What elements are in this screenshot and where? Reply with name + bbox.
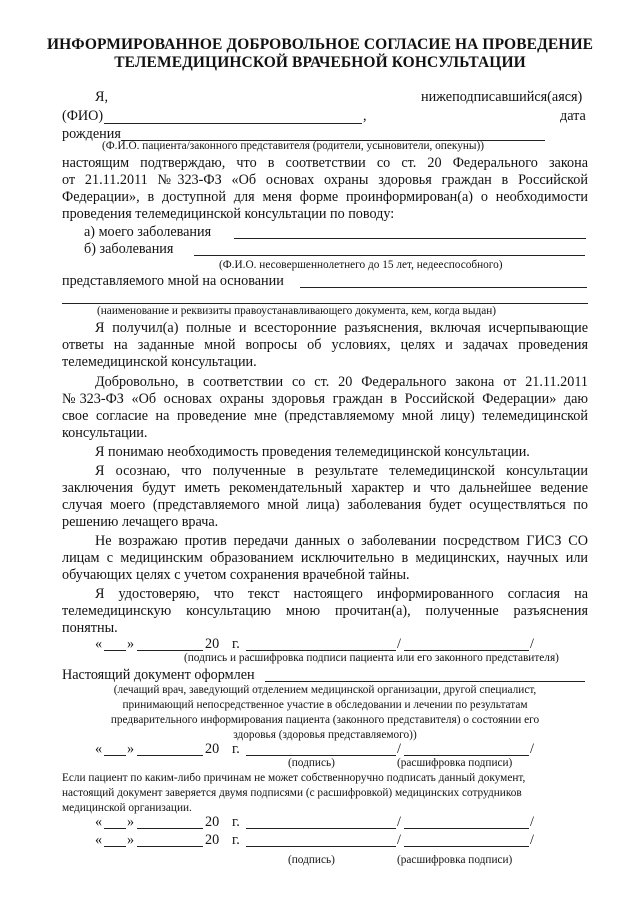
para-6-line-1: Я удостоверяю, что текст настоящего информированного согласия на [95, 586, 588, 602]
date-label: дата [560, 108, 586, 124]
doctor-year-suffix: г. [232, 741, 240, 757]
para-5-line-1: Не возражаю против передачи данных о заболевании посредством ГИСЗ СО [95, 533, 588, 549]
doctor-hint-line-2: принимающий непосредственное участие в обследовании и лечении по результатам [122, 699, 528, 711]
confirm-para-line-3: Федерации», в доступной для меня форме проинформирован(а) о необходимости [62, 189, 588, 205]
witness-1-date-close-quote: » [127, 814, 135, 830]
doctor-hint-line-1: (лечащий врач, заведующий отделением медицинской организации, другой специалист, [113, 684, 537, 696]
note-line-1: Если пациент по каким-либо причинам не может собственноручно подписать данный документ, [62, 772, 526, 784]
year-prefix: 20 [205, 636, 220, 652]
fio-hint: (Ф.И.О. пациента/законного представителя (родители, усыновители, опекуны)) [102, 140, 485, 152]
doctor-signature-slash: / [397, 741, 401, 757]
doctor-hint-line-4: здоровья (здоровья представляемого)) [233, 729, 417, 741]
para-4-line-4: решению лечащего врача. [62, 514, 219, 530]
witness-1-signature-line[interactable] [246, 828, 396, 829]
basis-label: представляемого мной на основании [62, 273, 284, 289]
doctor-day-line[interactable] [104, 755, 126, 756]
para-5-line-3: обучающих целях с учетом сохранения врачебной тайны. [62, 567, 410, 583]
year-suffix: г. [232, 636, 240, 652]
para-4-line-3: случая моего (представляемого мной лица) заболевания будет осуществляться по [62, 497, 588, 513]
doctor-decode-label: (расшифровка подписи) [397, 757, 513, 769]
document-made-line[interactable] [265, 681, 585, 682]
witness-2-year-suffix: г. [232, 832, 240, 848]
item-b-line[interactable] [194, 255, 585, 256]
witness-2-slash: / [397, 832, 401, 848]
doc-hint: (наименование и реквизиты правоустанавливающего документа, кем, когда выдан) [97, 305, 497, 317]
witness-1-date-open-quote: « [95, 814, 103, 830]
para-1-line-2: ответы на заданные мной вопросы об условиях, целях и задачах проведения [62, 337, 588, 353]
signature-slash: / [397, 636, 401, 652]
signature-slash-end: / [530, 636, 534, 652]
witness-2-day-line[interactable] [104, 846, 126, 847]
para-1-line-3: телемедицинской консультации. [62, 354, 257, 370]
witness-2-slash-end: / [530, 832, 534, 848]
witness-2-date-open-quote: « [95, 832, 103, 848]
doctor-sign-label: (подпись) [288, 757, 335, 769]
para-2-line-2: №323-ФЗ «Об основах охраны здоровья граждан в Российской Федерации» даю [62, 391, 588, 407]
doctor-date-close-quote: » [127, 741, 135, 757]
witness-1-decode-line[interactable] [404, 828, 529, 829]
patient-signature-line[interactable] [246, 650, 396, 651]
doctor-signature-slash-end: / [530, 741, 534, 757]
doctor-year-prefix: 20 [205, 741, 220, 757]
para-6-line-3: понятны. [62, 620, 118, 636]
confirm-para-line-1: настоящим подтверждаю, что в соответствии со ст. 20 Федерального закона [62, 155, 588, 171]
witness-1-slash: / [397, 814, 401, 830]
para-5-line-2: лицам с медицинским образованием исключительно в медицинских, научных или [62, 550, 588, 566]
patient-signature-hint: (подпись и расшифровка подписи пациента или его законного представителя) [184, 652, 559, 664]
month-line[interactable] [137, 650, 203, 651]
para-4-line-1: Я осознаю, что полученные в результате телемедицинской консультации [95, 463, 588, 479]
patient-decode-line[interactable] [404, 650, 529, 651]
doctor-month-line[interactable] [137, 755, 203, 756]
para-2-line-3: свое согласие на проведение мне (представляемому мной лицу) телемедицинской [62, 408, 588, 424]
witness-1-day-line[interactable] [104, 828, 126, 829]
confirm-para-line-2: от 21.11.2011 №323-ФЗ «Об основах охраны здоровья граждан в Российской [62, 172, 588, 188]
doctor-date-open-quote: « [95, 741, 103, 757]
item-b-label: б) заболевания [84, 241, 174, 257]
basis-line[interactable] [300, 287, 587, 288]
undersigned-label: нижеподписавшийся(аяся) [421, 89, 583, 105]
item-a-line[interactable] [234, 238, 586, 239]
fio-label: (ФИО) [62, 108, 104, 124]
witness-decode-label: (расшифровка подписи) [397, 854, 513, 866]
note-line-2: настоящий документ заверяется двумя подписями (с расшифровкой) медицинских сотрудников [62, 787, 522, 799]
fio-comma: , [363, 108, 367, 124]
witness-1-month-line[interactable] [137, 828, 203, 829]
witness-2-decode-line[interactable] [404, 846, 529, 847]
para-6-line-2: телемедицинскую консультацию мною прочитан(а), полученные разъяснения [62, 603, 588, 619]
witness-2-date-close-quote: » [127, 832, 135, 848]
document-made-label: Настоящий документ оформлен [62, 667, 255, 683]
minor-hint: (Ф.И.О. несовершеннолетнего до 15 лет, недееспособного) [219, 259, 503, 271]
para-2-line-4: консультации. [62, 425, 148, 441]
witness-1-year-suffix: г. [232, 814, 240, 830]
basis-line-2[interactable] [62, 303, 588, 304]
witness-1-slash-end: / [530, 814, 534, 830]
doctor-decode-line[interactable] [404, 755, 529, 756]
para-3: Я понимаю необходимость проведения телемедицинской консультации. [95, 444, 530, 460]
confirm-para-line-4: проведения телемедицинской консультации по поводу: [62, 206, 395, 222]
ya-label: Я, [95, 89, 109, 105]
birth-label: рождения [62, 126, 121, 142]
para-4-line-2: заключения будут иметь рекомендательный характер и что дальнейшее ведение [62, 480, 588, 496]
fio-line[interactable] [104, 123, 362, 124]
witness-sign-label: (подпись) [288, 854, 335, 866]
witness-2-year-prefix: 20 [205, 832, 220, 848]
note-line-3: медицинской организации. [62, 802, 192, 814]
date-close-quote: » [127, 636, 135, 652]
document-title-line-1: ИНФОРМИРОВАННОЕ ДОБРОВОЛЬНОЕ СОГЛАСИЕ НА ПРОВЕДЕНИЕ [46, 36, 594, 53]
witness-2-month-line[interactable] [137, 846, 203, 847]
para-2-line-1: Добровольно, в соответствии со ст. 20 Федерального закона от 21.11.2011 [95, 374, 588, 390]
witness-1-year-prefix: 20 [205, 814, 220, 830]
doctor-hint-line-3: предварительного информирования пациента (законного представителя) о состоянии его [110, 714, 540, 726]
doctor-signature-line[interactable] [246, 755, 396, 756]
witness-2-signature-line[interactable] [246, 846, 396, 847]
date-open-quote: « [95, 636, 103, 652]
document-title-line-2: ТЕЛЕМЕДИЦИНСКОЙ ВРАЧЕБНОЙ КОНСУЛЬТАЦИИ [114, 54, 526, 71]
para-1-line-1: Я получил(а) полные и всесторонние разъяснения, включая исчерпывающие [95, 320, 588, 336]
item-a-label: а) моего заболевания [84, 224, 212, 240]
day-line[interactable] [104, 650, 126, 651]
